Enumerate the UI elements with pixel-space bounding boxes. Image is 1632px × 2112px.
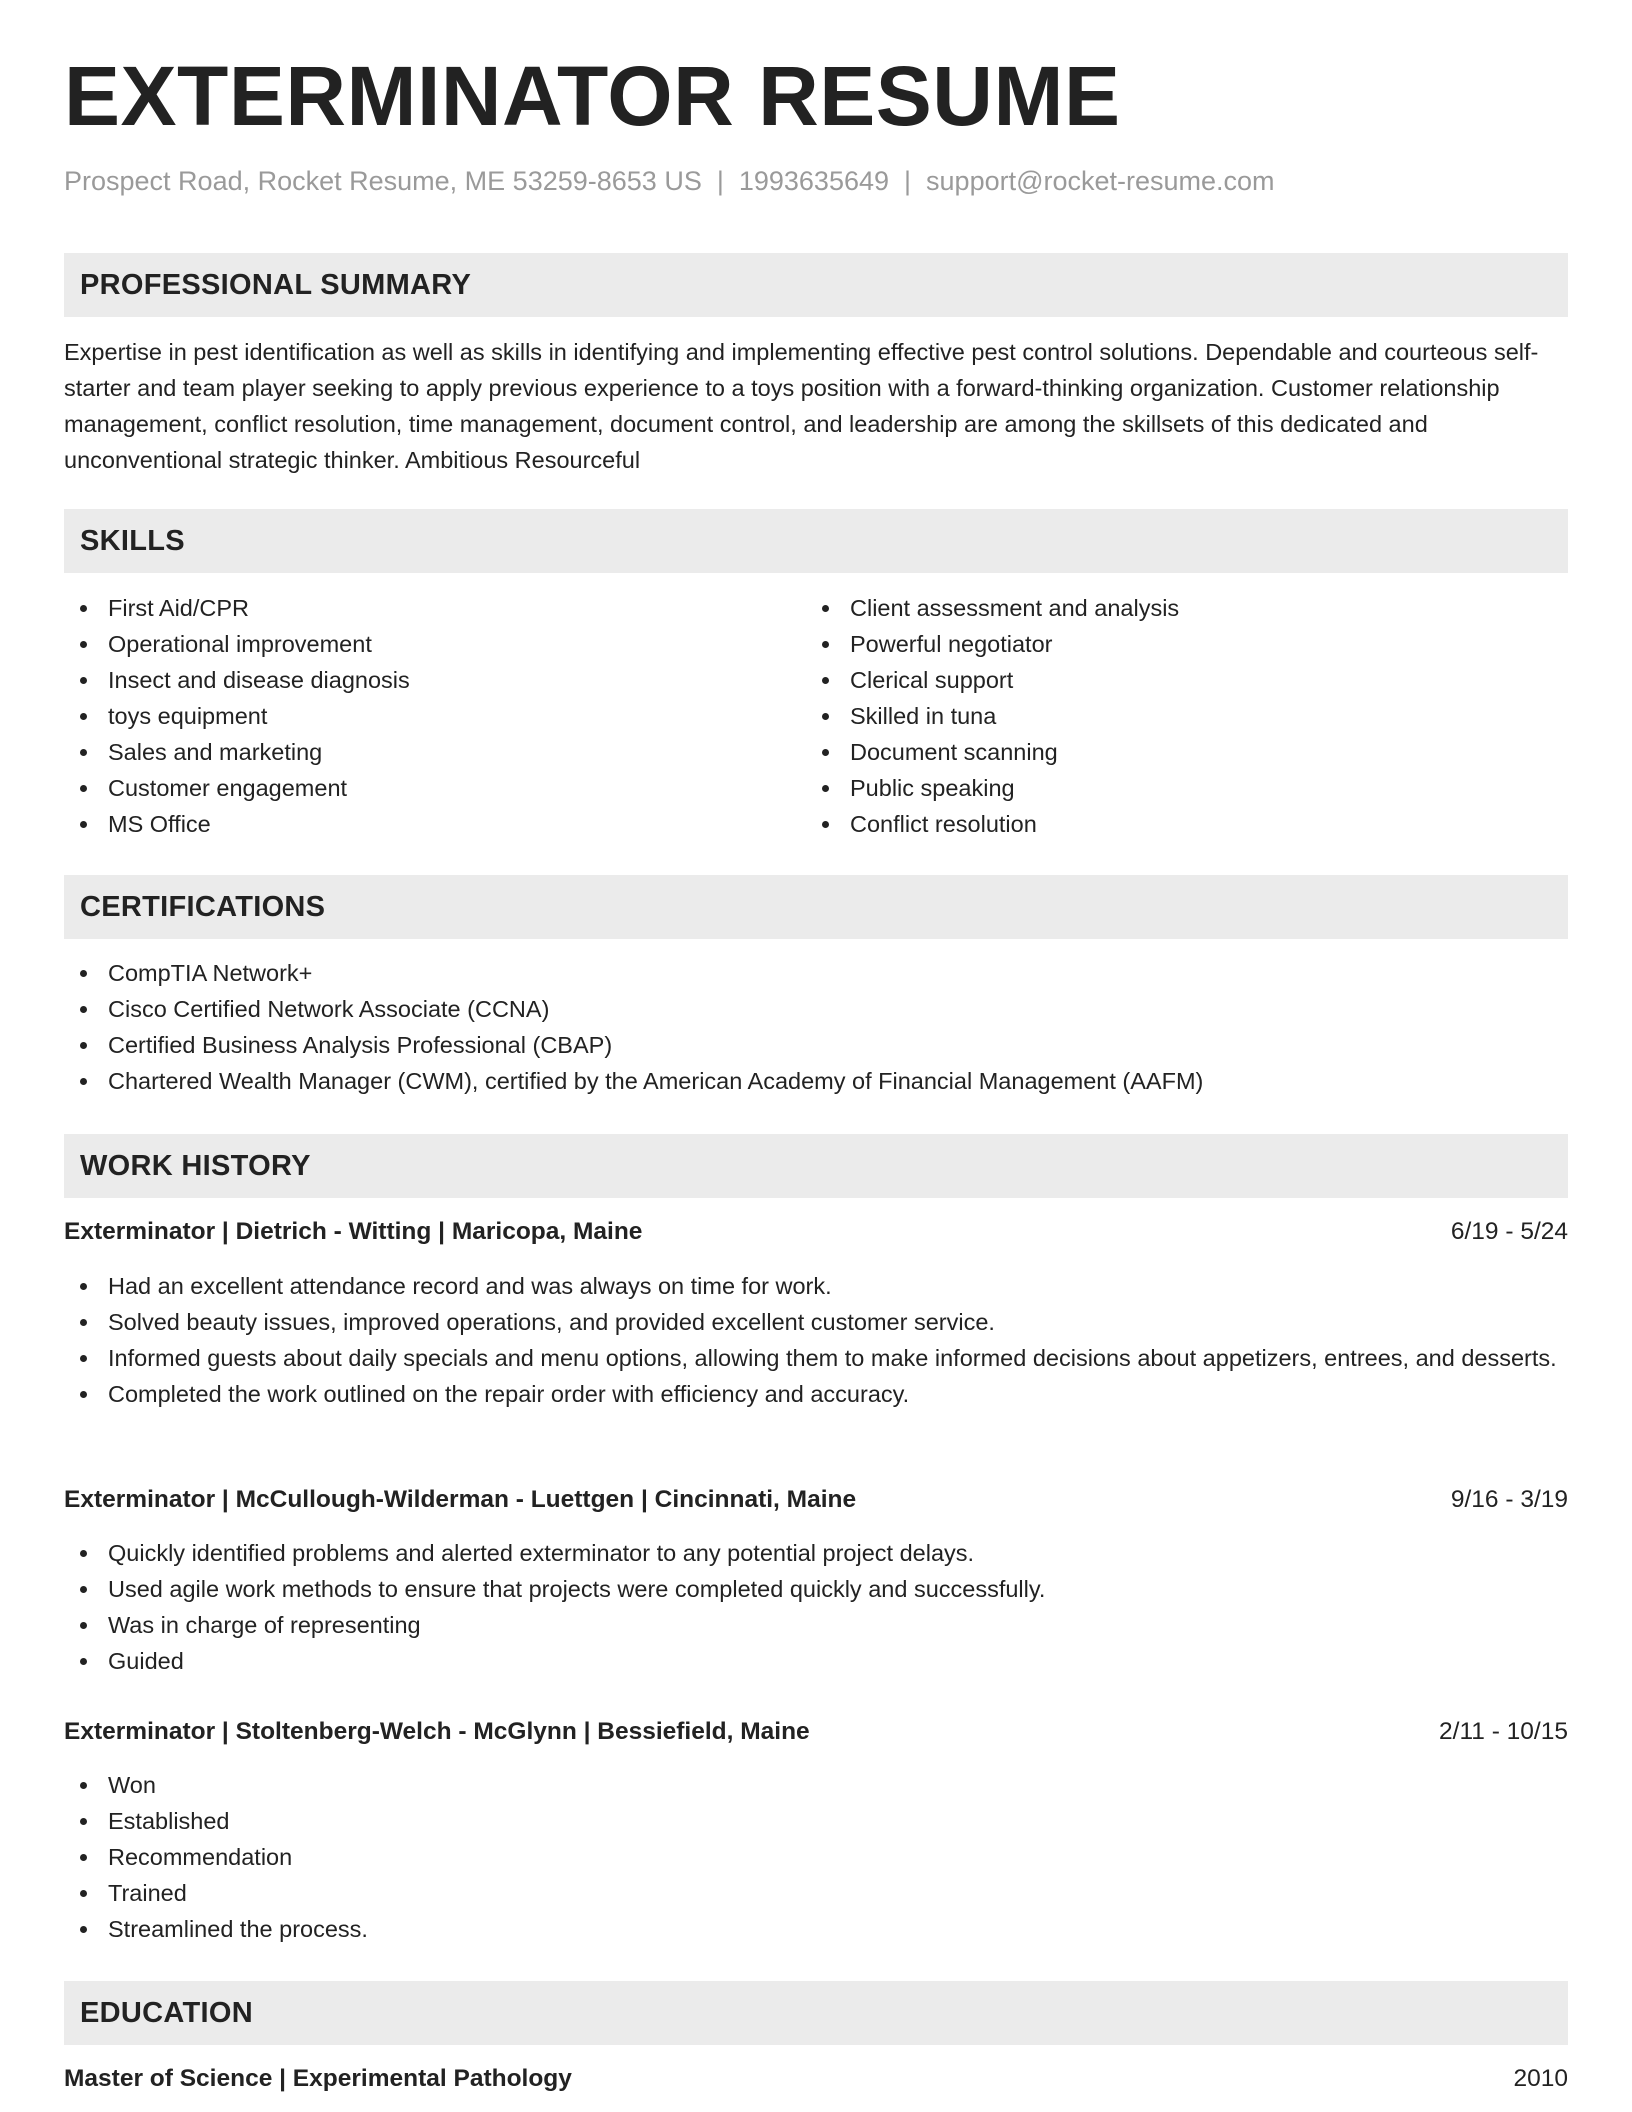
certifications-list [64,955,1568,1099]
job-heading: Exterminator | McCullough-Wilderman - Luettgen | Cincinnati, Maine [64,1486,857,1513]
job-bullet: Solved beauty issues, improved operations, and provided excellent customer service. [64,1304,1568,1340]
job-bullet: Informed guests about daily specials and menu options, allowing them to make informed decisions about appetizers, entrees, and desserts. [64,1340,1568,1376]
contact-separator: | [904,166,912,196]
skills-section-header [64,509,1568,573]
skills-list-right [806,590,1566,842]
job-dates: 2/11 - 10/15 [1439,1718,1568,1745]
skills-title: SKILLS [80,524,185,557]
skill-item: Sales and marketing [64,734,804,770]
job-bullet: Trained [64,1875,1568,1911]
contact-address: Prospect Road, Rocket Resume, ME 53259-8653 US [64,166,702,196]
job-bullet: Streamlined the process. [64,1911,1568,1947]
skill-item: Document scanning [806,734,1566,770]
job-bullet: Was in charge of representing [64,1607,1568,1643]
certification-item: Chartered Wealth Manager (CWM), certified by the American Academy of Financial Management (AAFM) [64,1063,1568,1099]
job-bullet: Established [64,1803,1568,1839]
resume-name: EXTERMINATOR RESUME [64,49,1121,143]
job-heading: Exterminator | Stoltenberg-Welch - McGlynn | Bessiefield, Maine [64,1718,810,1745]
education-section-header [64,1981,1568,2045]
job-bullet: Quickly identified problems and alerted exterminator to any potential project delays. [64,1535,1568,1571]
skill-item: MS Office [64,806,804,842]
skill-item: First Aid/CPR [64,590,804,626]
skill-item: toys equipment [64,698,804,734]
education-degree: Master of Science | Experimental Pathology [64,2065,572,2092]
skill-item: Clerical support [806,662,1566,698]
job-bullets [64,1535,1568,1679]
job-bullet: Had an excellent attendance record and was always on time for work. [64,1268,1568,1304]
summary-title: PROFESSIONAL SUMMARY [80,268,472,301]
job-bullet: Completed the work outlined on the repair order with efficiency and accuracy. [64,1376,1568,1412]
certifications-title: CERTIFICATIONS [80,890,326,923]
work-section-header [64,1134,1568,1198]
job-bullet: Recommendation [64,1839,1568,1875]
skill-item: Operational improvement [64,626,804,662]
skill-item: Client assessment and analysis [806,590,1566,626]
certification-item: CompTIA Network+ [64,955,1568,991]
skills-list-left [64,590,804,842]
skill-item: Skilled in tuna [806,698,1566,734]
job-bullet: Won [64,1767,1568,1803]
certifications-section-header [64,875,1568,939]
work-title: WORK HISTORY [80,1149,311,1182]
job-bullets [64,1767,1568,1947]
skill-item: Public speaking [806,770,1566,806]
job-bullets [64,1268,1568,1412]
skill-item: Customer engagement [64,770,804,806]
contact-line [64,166,1275,197]
summary-text: Expertise in pest identification as well as skills in identifying and implementing effective pest control solutions. Dependable and courteous self-starter and team player seeking to apply previous experience to a toys position with a forward-thinking organization. Customer relationship management, conflict resolution, time management, document control, and leadership are among the skillsets of this dedicated and unconventional strategic thinker. Ambitious Resourceful [64,339,1539,473]
skill-item: Insect and disease diagnosis [64,662,804,698]
job-dates: 6/19 - 5/24 [1450,1218,1568,1245]
contact-email: support@rocket-resume.com [926,166,1275,196]
skill-item: Conflict resolution [806,806,1566,842]
contact-separator: | [716,166,724,196]
summary-section-header [64,253,1568,317]
skill-item: Powerful negotiator [806,626,1566,662]
contact-phone: 1993635649 [738,166,890,196]
education-year: 2010 [1513,2065,1568,2092]
education-title: EDUCATION [80,1996,253,2029]
certification-item: Certified Business Analysis Professional (CBAP) [64,1027,1568,1063]
job-dates: 9/16 - 3/19 [1450,1486,1568,1513]
job-heading: Exterminator | Dietrich - Witting | Maricopa, Maine [64,1218,643,1245]
job-bullet: Guided [64,1643,1568,1679]
certification-item: Cisco Certified Network Associate (CCNA) [64,991,1568,1027]
job-bullet: Used agile work methods to ensure that projects were completed quickly and successfully. [64,1571,1568,1607]
